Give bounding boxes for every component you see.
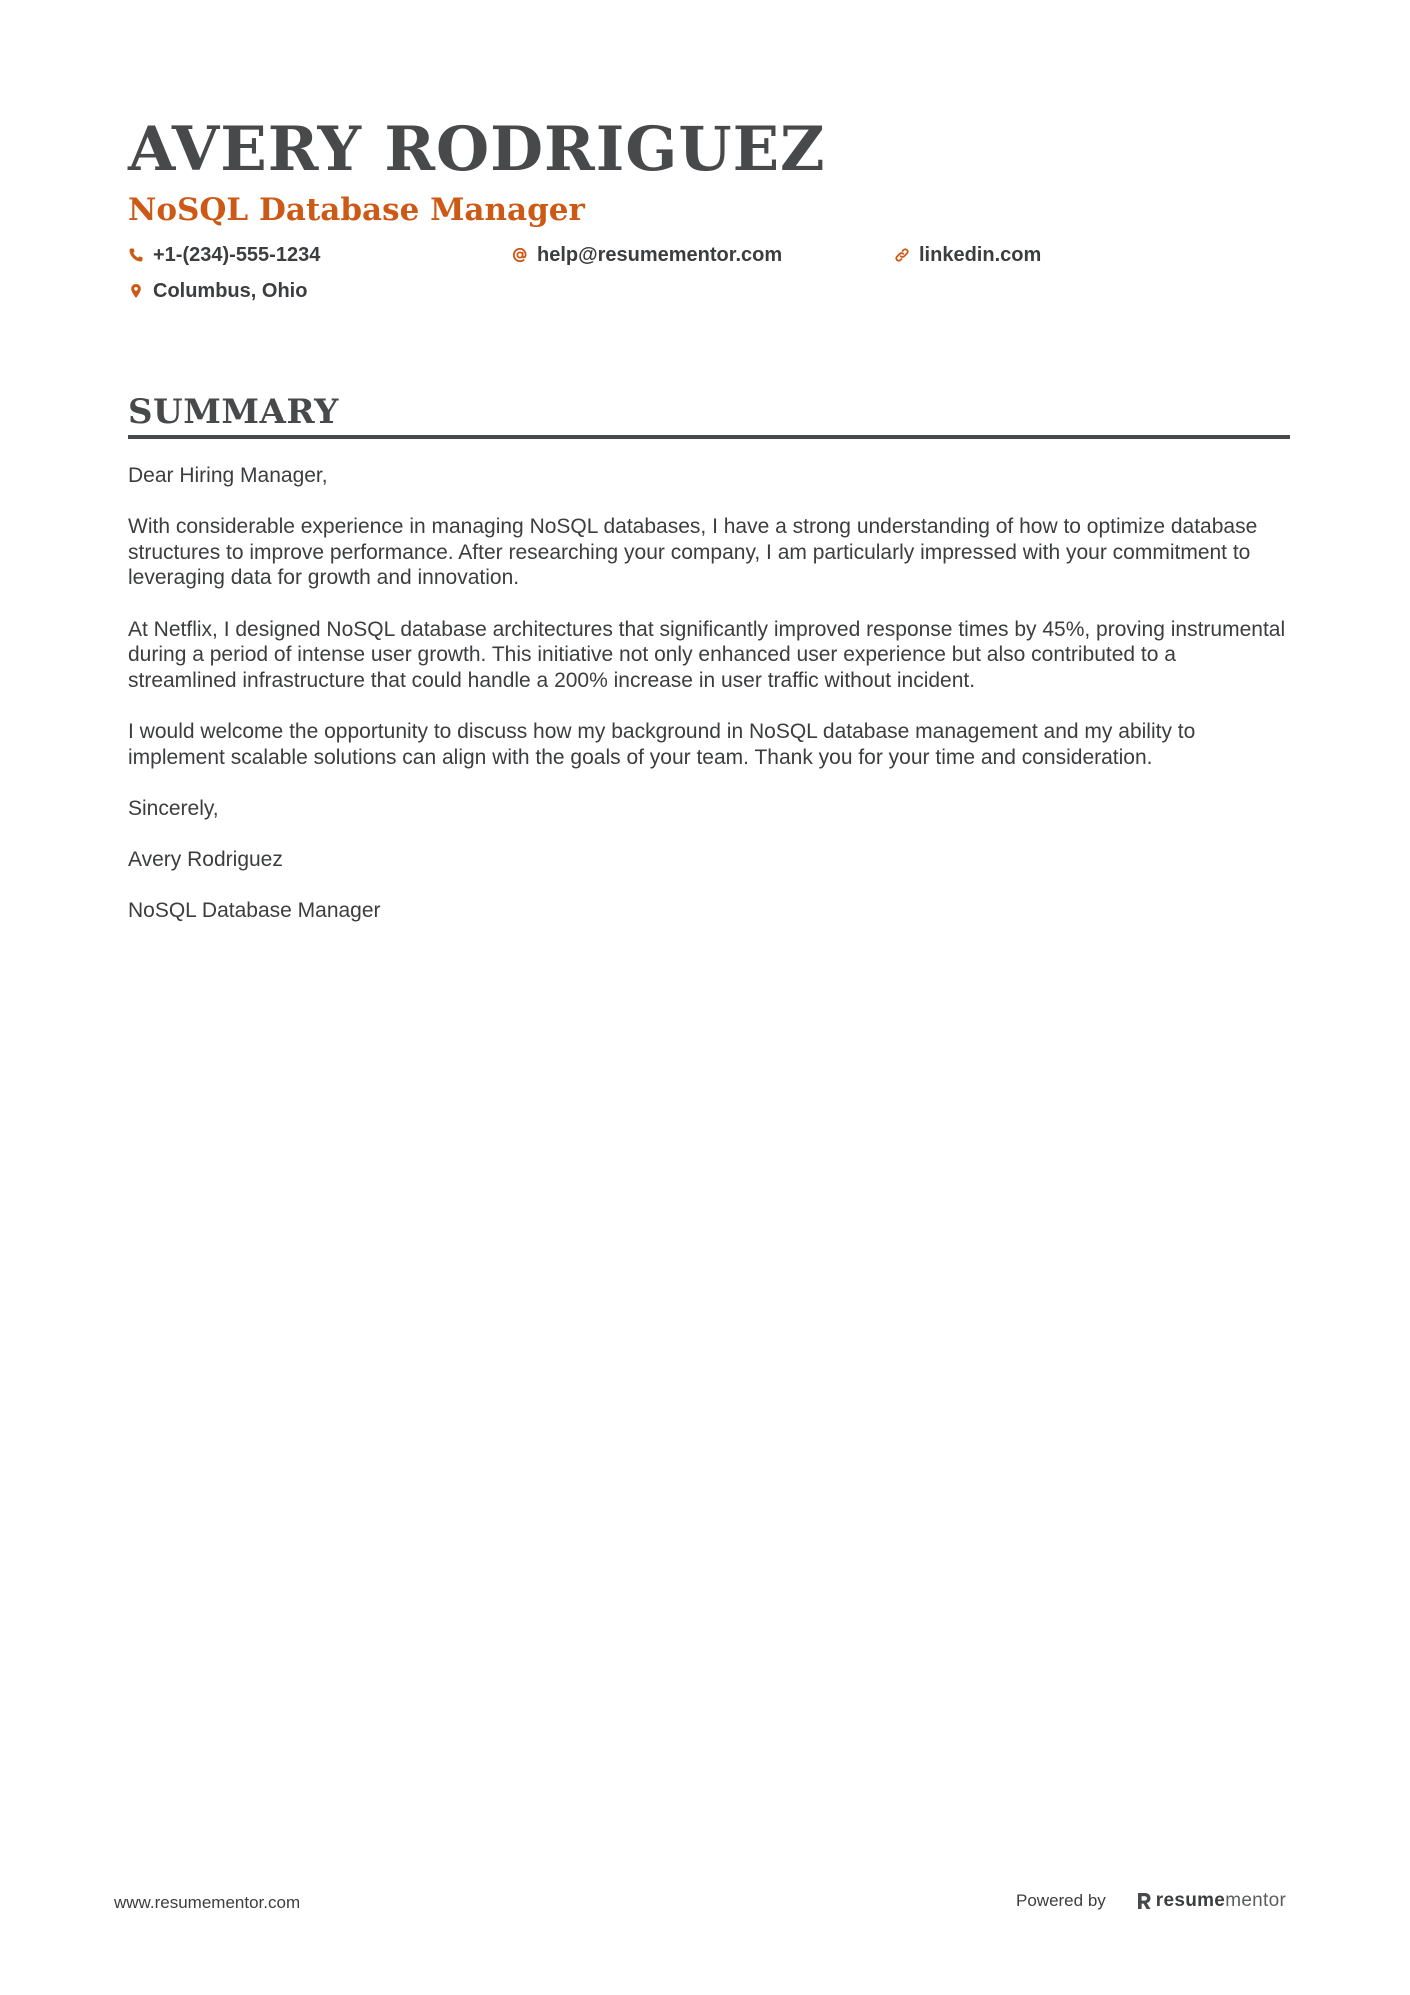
resume-header bbox=[128, 110, 1288, 230]
signature-name: Avery Rodriguez bbox=[128, 847, 283, 871]
phone-number: +1-(234)-555-1234 bbox=[153, 243, 321, 266]
letter-paragraph: At Netflix, I designed NoSQL database architectures that significantly improved response times by 45%, proving instrumental during a period of intense user growth. This initiative not only enhanced user experience but also contributed to a streamlined infrastructure that could handle a 200% increase in user traffic without incident. bbox=[128, 617, 1286, 692]
link-icon bbox=[894, 247, 910, 263]
salutation: Dear Hiring Manager, bbox=[128, 464, 328, 487]
profile-link[interactable]: linkedin.com bbox=[919, 243, 1042, 266]
contact-location bbox=[128, 276, 307, 306]
map-pin-icon bbox=[128, 283, 144, 299]
closing: Sincerely, bbox=[128, 796, 219, 820]
location-text: Columbus, Ohio bbox=[153, 279, 308, 302]
brand-wordmark-bold: resume bbox=[1155, 1890, 1226, 1911]
contact-email[interactable] bbox=[512, 240, 782, 270]
contact-link[interactable] bbox=[894, 240, 1041, 270]
job-title: NoSQL Database Manager bbox=[128, 192, 585, 228]
footer-branding bbox=[1016, 1886, 1286, 1916]
brand-mark-icon bbox=[1136, 1891, 1152, 1911]
candidate-name: AVERY RODRIGUEZ bbox=[128, 114, 826, 185]
section-title-summary: SUMMARY bbox=[128, 390, 1290, 439]
letter-paragraph: With considerable experience in managing NoSQL databases, I have a strong understanding of how to optimize database structures to improve performance. After researching your company, I am particularly impressed with your commitment to leveraging data for growth and innovation. bbox=[128, 515, 1258, 590]
contact-phone bbox=[128, 240, 320, 270]
signature-title: NoSQL Database Manager bbox=[128, 899, 381, 923]
cover-letter-body bbox=[128, 463, 1290, 924]
at-sign-icon bbox=[512, 247, 528, 263]
letter-paragraph: I would welcome the opportunity to discuss how my background in NoSQL database management and my ability to implement scalable solutions can align with the goals of your team. Thank you for your time and consideration. bbox=[128, 719, 1196, 769]
footer-website[interactable]: www.resumementor.com bbox=[114, 1893, 301, 1912]
powered-by-label: Powered by bbox=[1016, 1891, 1106, 1910]
summary-section bbox=[128, 390, 1290, 949]
brand-wordmark-light: mentor bbox=[1225, 1890, 1287, 1911]
brand-wordmark bbox=[1156, 1890, 1286, 1912]
email-address[interactable]: help@resumementor.com bbox=[537, 243, 783, 266]
phone-icon bbox=[128, 247, 144, 263]
brand-logo[interactable] bbox=[1136, 1890, 1286, 1912]
